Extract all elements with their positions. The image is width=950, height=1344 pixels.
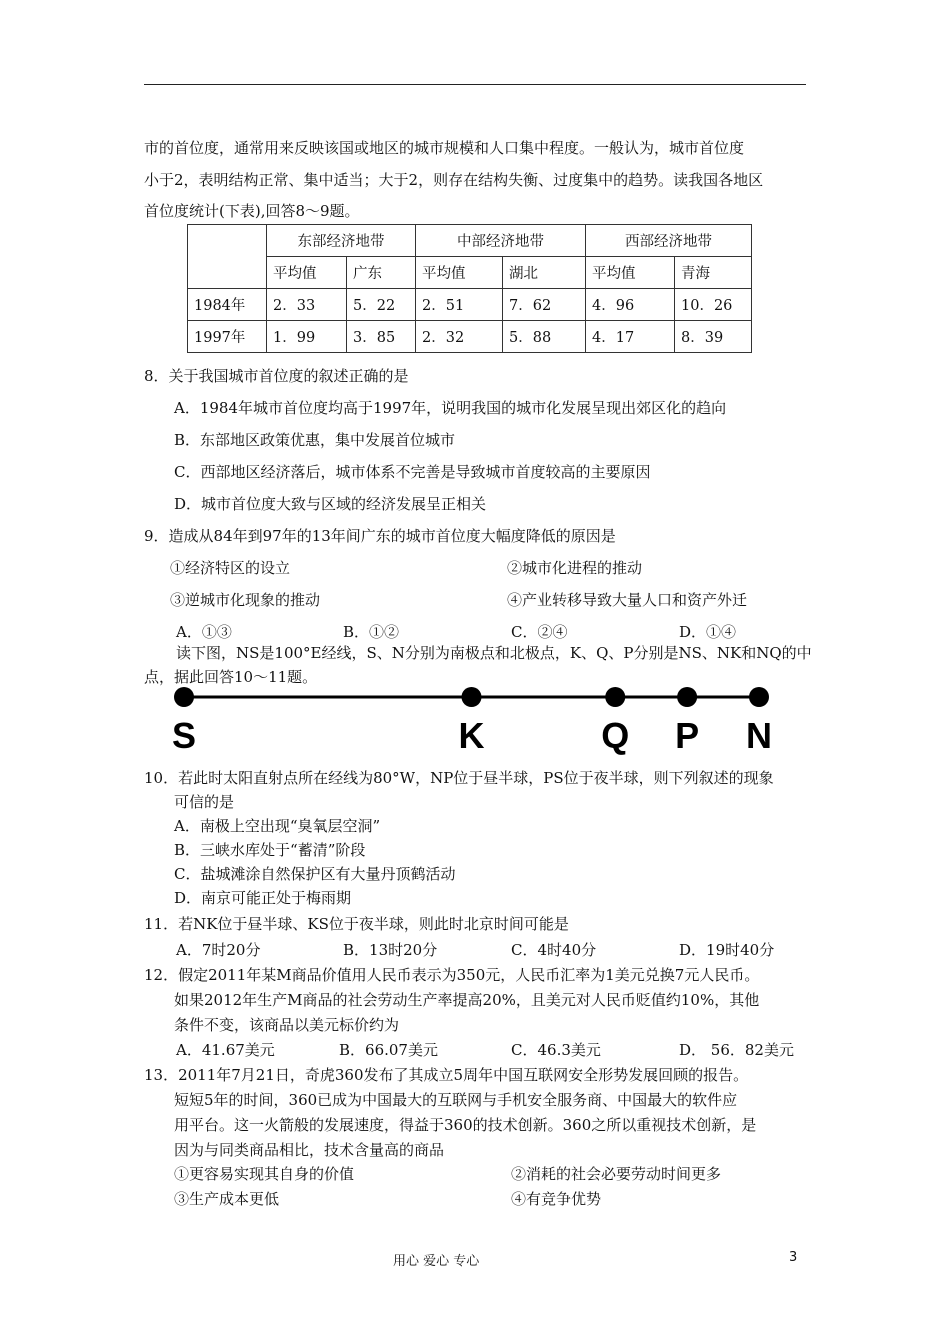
q11-stem: 11．若NK位于昼半球、KS位于夜半球，则此时北京时间可能是 <box>144 915 569 933</box>
table-cell: 2．32 <box>416 321 503 353</box>
q10-option-a: A．南极上空出现“臭氧层空洞” <box>174 817 381 835</box>
intro-line-2: 小于2，表明结构正常、集中适当；大于2，则存在结构失衡、过度集中的趋势。读我国各地区 <box>144 171 764 189</box>
q8-option-c: C．西部地区经济落后，城市体系不完善是导致城市首度较高的主要原因 <box>174 463 651 481</box>
q11-choice-c: C．4时40分 <box>511 941 597 959</box>
q10-option-b: B．三峡水库处于“蓄清”阶段 <box>174 841 366 859</box>
diagram-intro-line-1: 读下图，NS是100°E经线，S、N分别为南极点和北极点，K、Q、P分别是NS、NK和NQ的中 <box>176 644 812 662</box>
table-cell: 2．33 <box>267 289 347 321</box>
point-k-dot <box>462 687 482 707</box>
table-corner <box>188 225 267 289</box>
table-cell: 5．22 <box>347 289 416 321</box>
page-number: 3 <box>789 1250 798 1265</box>
intro-line-1: 市的首位度，通常用来反映该国或地区的城市规模和人口集中程度。一般认为，城市首位度 <box>144 139 745 157</box>
q10-option-c: C．盐城滩涂自然保护区有大量丹顶鹤活动 <box>174 865 456 883</box>
table-cell: 2．51 <box>416 289 503 321</box>
q9-choice-a: A．①③ <box>176 623 232 641</box>
point-q-label: Q <box>601 715 630 756</box>
table-cell: 5．88 <box>503 321 586 353</box>
q9-item-4: ④产业转移导致大量人口和资产外迁 <box>507 591 748 609</box>
q12-stem-line-2: 如果2012年生产M商品的社会劳动生产率提高20%，且美元对人民币贬值约10%，其他 <box>174 991 760 1009</box>
q11-choice-a: A．7时20分 <box>176 941 261 959</box>
subheader: 广东 <box>347 257 416 289</box>
table-cell: 1．99 <box>267 321 347 353</box>
point-p-label: P <box>675 715 700 756</box>
q13-stem-line-4: 因为与同类商品相比，技术含量高的商品 <box>174 1141 445 1159</box>
q12-choice-d: D． 56．82美元 <box>679 1041 794 1059</box>
point-q-dot <box>605 687 625 707</box>
q11-choice-d: D．19时40分 <box>679 941 775 959</box>
table-cell: 3．85 <box>347 321 416 353</box>
point-p-dot <box>677 687 697 707</box>
region-header-west: 西部经济地带 <box>586 225 752 257</box>
header-rule <box>144 84 806 85</box>
primacy-table <box>187 224 752 353</box>
q9-stem: 9．造成从84年到97年的13年间广东的城市首位度大幅度降低的原因是 <box>144 527 616 545</box>
intro-line-3: 首位度统计(下表),回答8～9题。 <box>144 202 360 220</box>
q13-stem-line-3: 用平台。这一火箭般的发展速度，得益于360的技术创新。360之所以重视技术创新，是 <box>174 1116 757 1134</box>
q8-option-b: B．东部地区政策优惠，集中发展首位城市 <box>174 431 456 449</box>
q13-item-4: ④有竞争优势 <box>511 1190 602 1208</box>
q8-option-a: A．1984年城市首位度均高于1997年，说明我国的城市化发展呈现出郊区化的趋向 <box>174 399 727 417</box>
q13-stem-line-2: 短短5年的时间，360已成为中国最大的互联网与手机安全服务商、中国最大的软件应 <box>174 1091 738 1109</box>
region-header-central: 中部经济地带 <box>416 225 586 257</box>
table-cell: 4．17 <box>586 321 675 353</box>
point-s-label: S <box>171 715 197 756</box>
q8-option-d: D．城市首位度大致与区域的经济发展呈正相关 <box>174 495 487 513</box>
q13-item-3: ③生产成本更低 <box>174 1190 280 1208</box>
subheader: 湖北 <box>503 257 586 289</box>
subheader: 青海 <box>675 257 752 289</box>
q13-item-1: ①更容易实现其自身的价值 <box>174 1165 355 1183</box>
region-header-east: 东部经济地带 <box>267 225 416 257</box>
subheader: 平均值 <box>416 257 503 289</box>
point-n-dot <box>749 687 769 707</box>
q10-stem-line-1: 10．若此时太阳直射点所在经线为80°W，NP位于昼半球，PS位于夜半球，则下列叙述的现象 <box>144 769 774 787</box>
meridian-diagram <box>160 680 790 760</box>
point-s-dot <box>174 687 194 707</box>
q11-choice-b: B．13时20分 <box>343 941 438 959</box>
q10-stem-line-2: 可信的是 <box>174 793 235 811</box>
q9-choice-b: B．①② <box>343 623 400 641</box>
subheader: 平均值 <box>267 257 347 289</box>
q12-choice-a: A．41.67美元 <box>176 1041 275 1059</box>
row-year: 1984年 <box>188 289 267 321</box>
point-n-label: N <box>746 715 772 756</box>
table-cell: 10．26 <box>675 289 752 321</box>
q10-option-d: D．南京可能正处于梅雨期 <box>174 889 352 907</box>
diagram-intro-line-2: 点，据此回答10～11题。 <box>144 668 318 686</box>
q8-stem: 8．关于我国城市首位度的叙述正确的是 <box>144 367 409 385</box>
footer-motto: 用心 爱心 专心 <box>393 1254 480 1269</box>
point-k-label: K <box>458 715 485 756</box>
table-cell: 4．96 <box>586 289 675 321</box>
q9-choice-c: C．②④ <box>511 623 568 641</box>
q12-choice-c: C．46.3美元 <box>511 1041 601 1059</box>
q13-item-2: ②消耗的社会必要劳动时间更多 <box>511 1165 722 1183</box>
q12-choice-b: B．66.07美元 <box>339 1041 438 1059</box>
table-cell: 7．62 <box>503 289 586 321</box>
q12-stem-line-3: 条件不变，该商品以美元标价约为 <box>174 1016 400 1034</box>
table-cell: 8．39 <box>675 321 752 353</box>
q9-item-1: ①经济特区的设立 <box>170 559 291 577</box>
q9-choice-d: D．①④ <box>679 623 737 641</box>
q13-stem-line-1: 13．2011年7月21日，奇虎360发布了其成立5周年中国互联网安全形势发展回顾的报告。 <box>144 1066 749 1084</box>
q9-item-3: ③逆城市化现象的推动 <box>170 591 321 609</box>
table-row <box>188 321 752 353</box>
row-year: 1997年 <box>188 321 267 353</box>
subheader: 平均值 <box>586 257 675 289</box>
q12-stem-line-1: 12．假定2011年某M商品价值用人民币表示为350元，人民币汇率为1美元兑换7元人民币。 <box>144 966 760 984</box>
q9-item-2: ②城市化进程的推动 <box>507 559 643 577</box>
table-row <box>188 289 752 321</box>
